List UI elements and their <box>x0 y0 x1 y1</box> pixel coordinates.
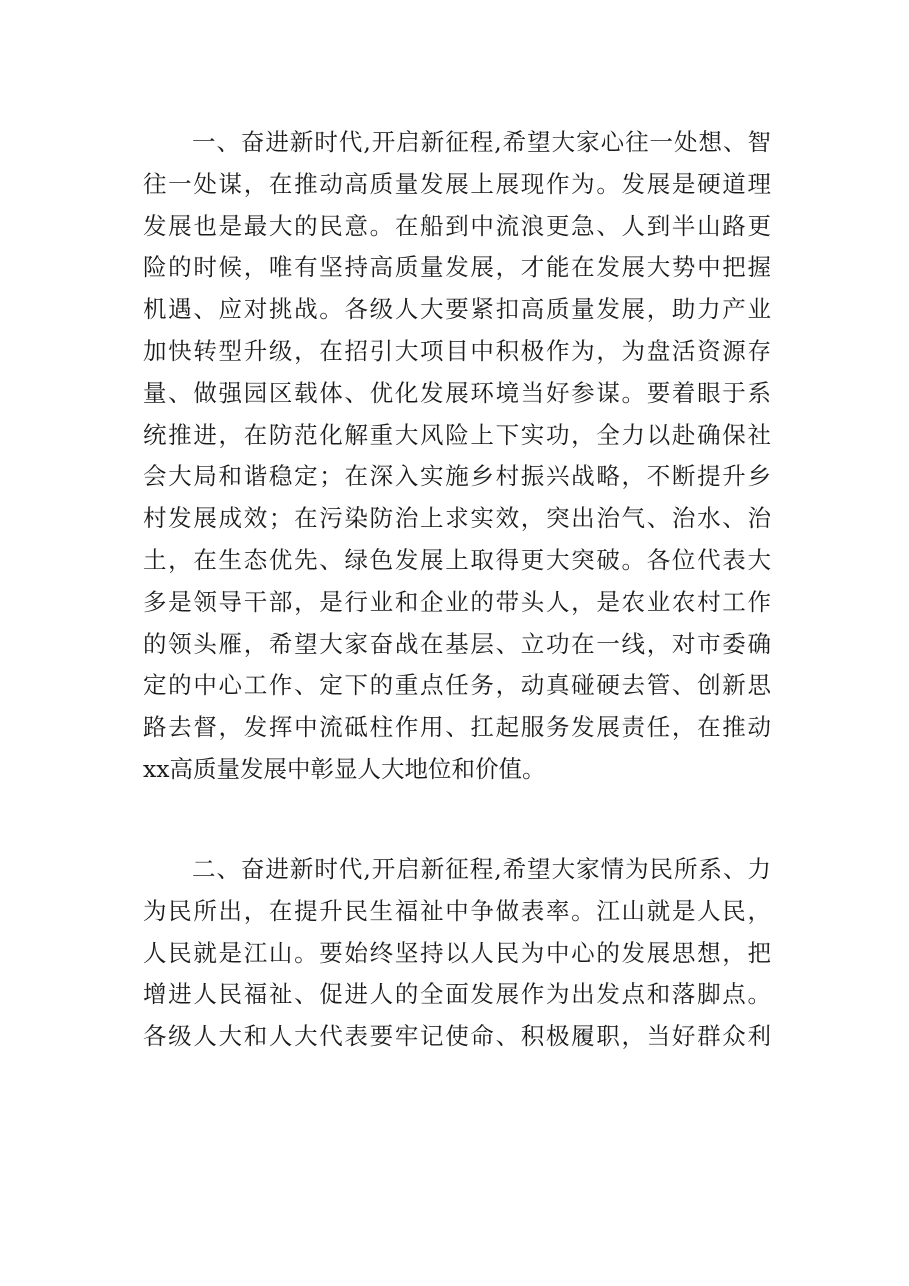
paragraph-1-line: 统推进，在防范化解重大风险上下实功，全力以赴确保社 <box>143 420 771 449</box>
paragraph-1-line: 机遇、应对挑战。各级人大要紧扣高质量发展，助力产业 <box>143 295 771 324</box>
paragraph-1-line: 土，在生态优先、绿色发展上取得更大突破。各位代表大 <box>143 545 771 574</box>
paragraph-2-line: 各级人大和人大代表要牢记使命、积极履职，当好群众利 <box>143 1022 771 1051</box>
paragraph-1-line: 的领头雁，希望大家奋战在基层、立功在一线，对市委确 <box>143 629 771 658</box>
paragraph-2-line: 为民所出，在提升民生福祉中争做表率。江山就是人民， <box>143 896 771 925</box>
paragraph-1-line: 多是领导干部，是行业和企业的带头人，是农业农村工作 <box>143 587 771 616</box>
paragraph-2-line: 二、奋进新时代,开启新征程,希望大家情为民所系、力 <box>143 855 771 883</box>
paragraph-1-line: 会大局和谐稳定；在深入实施乡村振兴战略，不断提升乡 <box>143 462 771 491</box>
paragraph-1-line: 一、奋进新时代,开启新征程,希望大家心往一处想、智 <box>143 128 771 156</box>
paragraph-1-line: 发展也是最大的民意。在船到中流浪更急、人到半山路更 <box>143 211 771 240</box>
paragraph-1-line: 往一处谋，在推动高质量发展上展现作为。发展是硬道理 <box>143 169 771 198</box>
paragraph-1-line: xx高质量发展中彰显人大地位和价值。 <box>143 754 546 783</box>
paragraph-1-line: 定的中心工作、定下的重点任务，动真碰硬去管、创新思 <box>143 671 771 700</box>
paragraph-2-line: 人民就是江山。要始终坚持以人民为中心的发展思想，把 <box>143 938 771 967</box>
paragraph-2-line: 增进人民福祉、促进人的全面发展作为出发点和落脚点。 <box>143 980 771 1009</box>
paragraph-2 <box>143 849 771 1058</box>
paragraph-1-line: 村发展成效；在污染防治上求实效，突出治气、治水、治 <box>143 504 771 533</box>
paragraph-1 <box>143 122 771 791</box>
paragraph-1-line: 路去督，发挥中流砥柱作用、扛起服务发展责任，在推动 <box>143 713 771 742</box>
paragraph-1-line: 险的时候，唯有坚持高质量发展，才能在发展大势中把握 <box>143 253 771 282</box>
paragraph-1-line: 加快转型升级，在招引大项目中积极作为，为盘活资源存 <box>143 336 771 365</box>
paragraph-1-line: 量、做强园区载体、优化发展环境当好参谋。要着眼于系 <box>143 378 771 407</box>
